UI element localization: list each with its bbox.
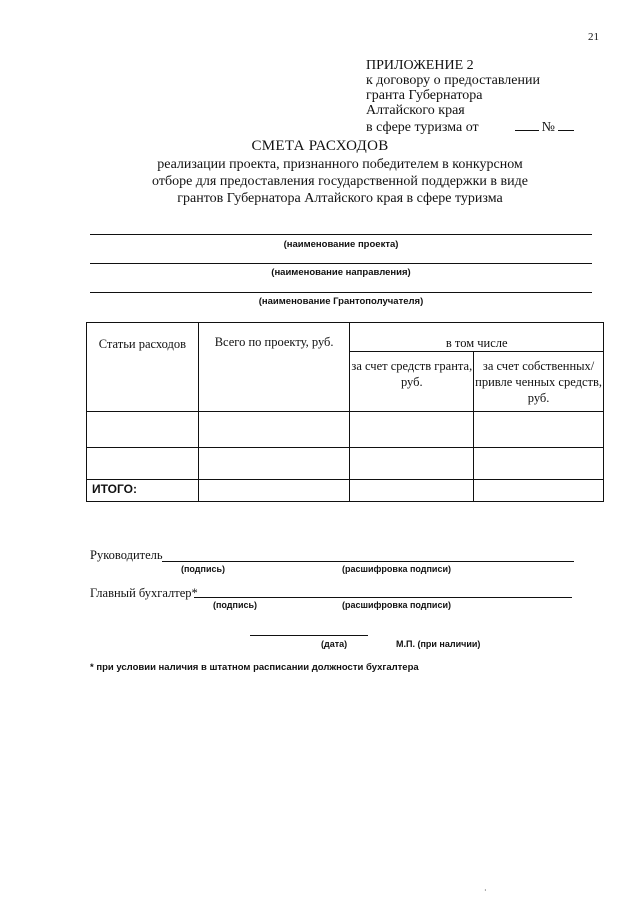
- estimate-table: [86, 322, 604, 502]
- direction-name-caption: (наименование направления): [271, 267, 411, 278]
- header-total-project: Всего по проекту, руб.: [198, 323, 350, 412]
- total-cell[interactable]: [474, 480, 604, 502]
- head-label: Руководитель: [90, 548, 163, 562]
- document-subtitle: реализации проекта, признанного победителем в конкурсном отборе для предоставления государственной поддержки в виде грантов Губернатора Алтайского края в сфере туризма: [152, 157, 528, 206]
- date-blank[interactable]: [515, 118, 539, 131]
- number-sign: №: [541, 120, 556, 135]
- header-own-funds: за счет собственных/привле ченных средств, руб.: [474, 352, 604, 412]
- head-transcript-caption: (расшифровка подписи): [342, 564, 451, 574]
- date-caption: (дата): [321, 639, 348, 649]
- project-name-line[interactable]: [90, 234, 592, 235]
- appendix-heading: ПРИЛОЖЕНИЕ 2: [366, 58, 474, 73]
- direction-name-line[interactable]: [90, 263, 592, 264]
- appendix-date-line: [366, 118, 606, 135]
- appendix-line: Алтайского края: [366, 103, 465, 118]
- header-expense-items: Статьи расходов: [87, 323, 199, 412]
- grantee-name-caption: (наименование Грантополучателя): [258, 296, 424, 307]
- number-blank[interactable]: [558, 118, 574, 131]
- head-signature-caption: (подпись): [181, 564, 226, 574]
- header-including: в том числе: [350, 323, 604, 352]
- table-row: [87, 412, 604, 448]
- total-row: [87, 480, 604, 502]
- total-label: ИТОГО:: [87, 480, 199, 502]
- appendix-line: к договору о предоставлении: [366, 73, 540, 88]
- document-title: СМЕТА РАСХОДОВ: [251, 138, 389, 154]
- total-cell[interactable]: [198, 480, 350, 502]
- table-row: [87, 448, 604, 480]
- table-cell[interactable]: [350, 448, 474, 480]
- accountant-transcript-caption: (расшифровка подписи): [342, 600, 451, 610]
- grantee-name-line[interactable]: [90, 292, 592, 293]
- table-cell[interactable]: [87, 448, 199, 480]
- accountant-signature-caption: (подпись): [213, 600, 258, 610]
- table-cell[interactable]: [350, 412, 474, 448]
- table-cell[interactable]: [198, 412, 350, 448]
- page-number: 21: [588, 31, 599, 43]
- accountant-label: Главный бухгалтер*: [90, 586, 198, 600]
- table-cell[interactable]: [474, 412, 604, 448]
- appendix-line: в сфере туризма от: [366, 120, 479, 135]
- header-grant-funds: за счет средств гранта, руб.: [350, 352, 474, 412]
- head-signature-line[interactable]: [162, 561, 574, 562]
- project-name-caption: (наименование проекта): [283, 239, 399, 250]
- appendix-line: гранта Губернатора: [366, 88, 483, 103]
- accountant-signature-line[interactable]: [194, 597, 572, 598]
- date-line[interactable]: [250, 635, 368, 636]
- table-cell[interactable]: [87, 412, 199, 448]
- appendix-block: [366, 58, 606, 135]
- table-cell[interactable]: [474, 448, 604, 480]
- total-cell[interactable]: [350, 480, 474, 502]
- scan-mark: ·: [484, 886, 487, 895]
- seal-caption: М.П. (при наличии): [396, 639, 481, 649]
- table-cell[interactable]: [198, 448, 350, 480]
- footnote: * при условии наличия в штатном расписании должности бухгалтера: [90, 662, 419, 673]
